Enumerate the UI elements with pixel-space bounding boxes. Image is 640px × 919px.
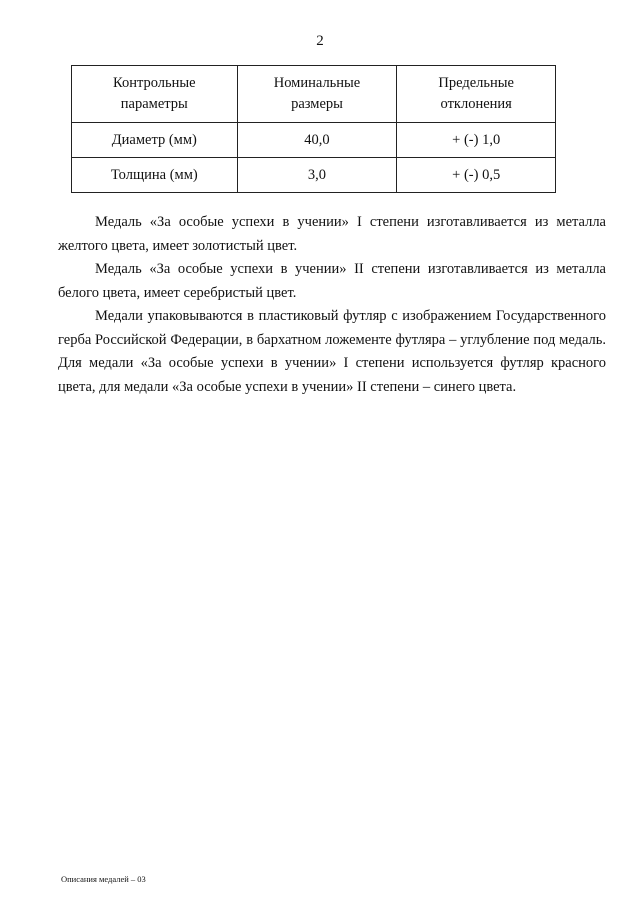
table-row [72, 158, 556, 193]
footer-note: Описания медалей – 03 [61, 874, 146, 884]
table-header-row [72, 66, 556, 123]
table-cell: + (-) 1,0 [397, 123, 556, 158]
header-line: Контрольные [113, 75, 196, 91]
header-tolerances [397, 66, 556, 123]
header-line: отклонения [440, 96, 512, 112]
table-cell: 3,0 [237, 158, 397, 193]
paragraph: Медаль «За особые успехи в учении» I степени изготавливается из металла желтого цвета, имеет золотистый цвет. [58, 214, 606, 254]
table-row [72, 123, 556, 158]
page-number: 2 [316, 33, 324, 49]
header-line: размеры [291, 96, 343, 112]
table-cell: + (-) 0,5 [397, 158, 556, 193]
paragraph: Медали упаковываются в пластиковый футляр с изображением Государственного герба Российской Федерации, в бархатном ложементе футляра – углубление под медаль. Для медали «За особые успехи в учении» I степени используется футляр красного цвета, для медали «За особые успехи в учении» II степени – синего цвета. [58, 308, 606, 395]
table-cell: Толщина (мм) [72, 158, 238, 193]
header-line: Номинальные [273, 75, 361, 91]
table-cell: Диаметр (мм) [72, 123, 238, 158]
header-control-parameters [72, 66, 238, 123]
header-nominal-sizes [237, 66, 397, 123]
header-line: параметры [120, 96, 188, 112]
body-text [58, 211, 606, 399]
parameters-table [71, 65, 556, 193]
paragraph: Медаль «За особые успехи в учении» II степени изготавливается из металла белого цвета, имеет серебристый цвет. [58, 261, 606, 301]
header-line: Предельные [438, 75, 514, 91]
table-cell: 40,0 [237, 123, 397, 158]
